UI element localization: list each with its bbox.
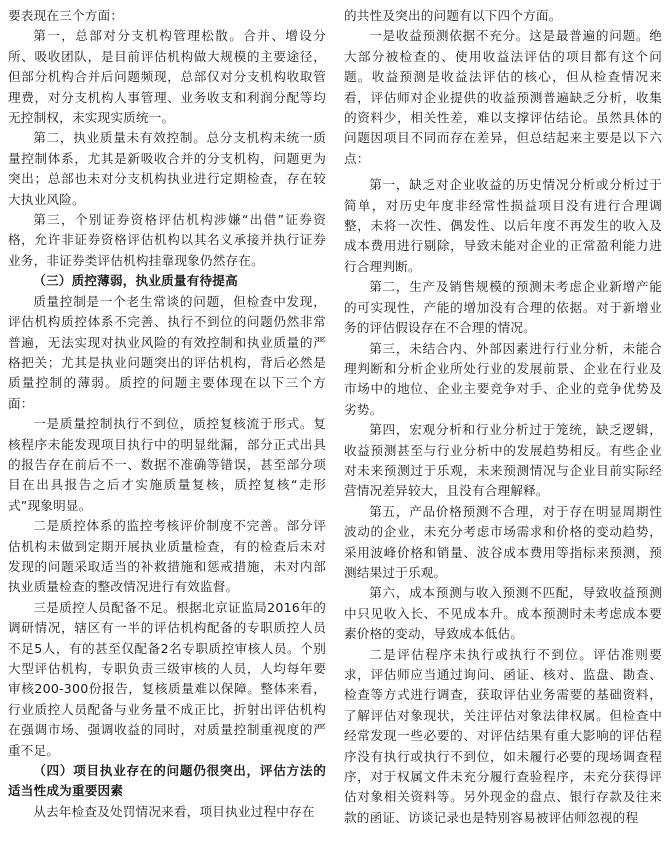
paragraph: 第一，总部对分支机构管理松散。合并、增设分所、吸收团队，是目前评估机构做大规模的主要途径，但部分机构合并后问题频现，总部仅对分支机构收取管理费，对分支机构人事管理、业务收支和利润分配等均无控制权，未实现实质统一。	[8, 28, 326, 126]
paragraph: 第五，产品价格预测不合理，对于存在明显周期性波动的企业，未充分考虑市场需求和价格的变动趋势，采用波峰价格和销量、波谷成本费用等指标来预测，预测结果过于乐观。	[344, 503, 662, 580]
section-heading: （三）质控薄弱，执业质量有待提高	[33, 273, 238, 289]
paragraph: 一是质量控制执行不到位，质控复核流于形式。复核程序未能发现项目执行中的明显纰漏，部分正式出具的报告存在前后不一、数据不准确等错误，甚至部分项目在出具报告之后才实施质量复核，质控复核“走形式”现象明显。	[8, 416, 326, 513]
left-column	[8, 6, 326, 843]
paragraph: 第四，宏观分析和行业分析过于笼统，缺乏逻辑，收益预测甚至与行业分析中的发展趋势相反。有些企业对未来预测过于乐观，未来预测情况与企业目前实际经营情况差异较大，且没有合理解释。	[344, 422, 662, 499]
paragraph: 第三，未结合内、外部因素进行行业分析，未能合理判断和分析企业所处行业的发展前景、企业在行业及市场中的地位、企业主要竞争对手、企业的竞争优势及劣势。	[344, 340, 662, 417]
paragraph: 一是收益预测依据不充分。这是最普遍的问题。绝大部分被检查的、使用收益法评估的项目都有这个问题。收益预测是收益法评估的核心，但从检查情况来看，评估师对企业提供的收益预测普遍缺乏分析，收集的资料少，相关性差，难以支撑评估结论。虽然具体的问题因项目不同而存在差异，但总结起来主要是以下六点：	[344, 28, 662, 166]
paragraph: 第二，生产及销售规模的预测未考虑企业新增产能的可实现性，产能的增加没有合理的依据。对于新增业务的评估假设存在不合理的情况。	[344, 279, 662, 336]
paragraph: 的共性及突出的问题有以下四个方面。	[344, 8, 562, 23]
paragraph: 从去年检查及处罚情况来看，项目执业过程中存在	[33, 803, 315, 819]
paragraph: 第六，成本预测与收入预测不匹配，导致收益预测中只见收入长、不见成本升。成本预测时未考虑成本要素价格的变动，导致成本低估。	[344, 585, 662, 642]
paragraph: 二是质控体系的监控考核评价制度不完善。部分评估机构未做到定期开展执业质量检查，有的检查后未对发现的问题采取适当的补救措施和惩戒措施，未对内部执业质量检查的整改情况进行有效监督。	[8, 518, 326, 595]
paragraph: 第一，缺乏对企业收益的历史情况分析或分析过于简单，对历史年度非经常性损益项目没有进行合理调整，未将一次性、偶发性、以后年度不再发生的收入及成本费用进行剔除，导致未能对企业的正常盈利能力进行合理判断。	[344, 177, 662, 274]
section-heading: （四）项目执业存在的问题仍很突出，评估方法的适当性成为重要因素	[8, 763, 326, 799]
paragraph: 第三，个别证券资格评估机构涉嫌“出借”证券资格，允许非证券资格评估机构以其名义承接并执行证券业务，非证券类评估机构挂靠现象仍然存在。	[8, 212, 326, 268]
paragraph: 三是质控人员配备不足。根据北京证监局2016年的调研情况，辖区有一半的评估机构配备的专职质控人员不足5人，有的甚至仅配备2名专职质控审核人员。个别大型评估机构，专职负责三级审核的人员，人均每年要审核200-300份报告，复核质量难以保障。整体来看，行业质控人员配备与业务量不成正比，折射出评估机构在强调市场、强调收益的同时，对质量控制重视度的严重不足。	[8, 599, 326, 758]
paragraph: 二是评估程序未执行或执行不到位。评估准则要求，评估师应当通过询问、函证、核对、监盘、勘查、检查等方式进行调查，获取评估业务需要的基础资料，了解评估对象现状，关注评估对象法律权属。但检查中经常发现一些必要的、对评估结果有重大影响的评估程序没有执行或执行不到位，如未履行必要的现场调查程序，对于权属文件未充分履行查验程序，未充分获得评估对象相关资料等。另外现金的盘点、银行存款及往来款的函证、访谈记录也是特别容易被评估师忽视的程	[344, 646, 662, 825]
right-column	[344, 6, 662, 843]
paragraph: 质量控制是一个老生常谈的问题，但检查中发现，评估机构质控体系不完善、执行不到位的问题仍然非常普遍，无法实现对执业风险的有效控制和执业质量的严格把关；尤其是执业问题突出的评估机构，背后必然是质量控制的薄弱。质控的问题主要体现在以下三个方面：	[8, 293, 326, 411]
paragraph: 第二，执业质量未有效控制。总分支机构未统一质量控制体系，尤其是新吸收合并的分支机构，问题更为突出；总部也未对分支机构执业进行定期检查，存在较大执业风险。	[8, 130, 326, 207]
paragraph: 要表现在三个方面：	[8, 8, 124, 23]
